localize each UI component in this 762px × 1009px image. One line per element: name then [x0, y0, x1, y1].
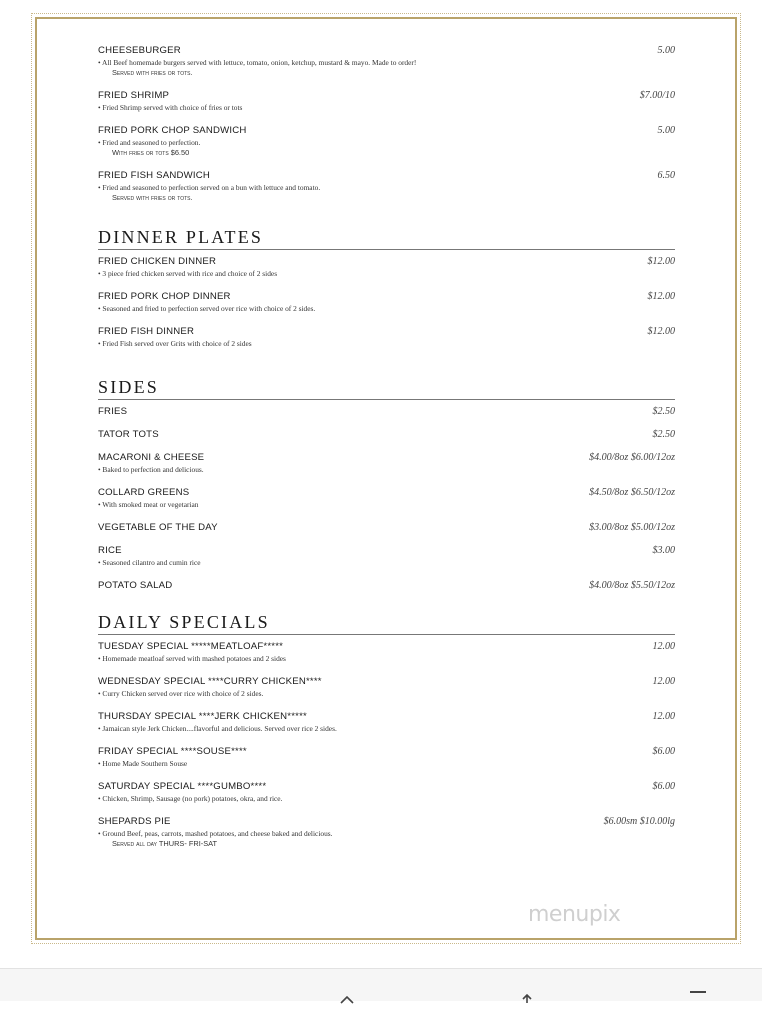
item-description: • Fried Fish served over Grits with choice of 2 sides	[98, 339, 252, 348]
item-description: • Jamaican style Jerk Chicken....flavorful and delicious. Served over rice 2 sides.	[98, 724, 337, 733]
item-description: • Fried and seasoned to perfection.	[98, 138, 201, 147]
menu-item	[98, 781, 675, 816]
item-name: FRIES	[98, 406, 128, 417]
menu-item	[98, 487, 675, 522]
menu-item	[98, 406, 675, 429]
item-name: FRIED PORK CHOP SANDWICH	[98, 125, 247, 136]
item-name: FRIED FISH DINNER	[98, 326, 195, 337]
item-name: FRIED PORK CHOP DINNER	[98, 291, 231, 302]
sandwich-list	[98, 45, 675, 226]
item-price: $6.00	[652, 781, 675, 792]
item-description: • 3 piece fried chicken served with rice and choice of 2 sides	[98, 269, 278, 278]
item-description: • Fried and seasoned to perfection served on a bun with lettuce and tomato.	[98, 183, 321, 192]
item-price: 12.00	[652, 676, 675, 687]
item-price: 5.00	[657, 45, 675, 56]
item-name: SHEPARDS PIE	[98, 816, 171, 827]
item-name: TUESDAY SPECIAL *****MEATLOAF*****	[98, 641, 284, 652]
item-description: • Home Made Southern Souse	[98, 759, 188, 768]
item-description: • With smoked meat or vegetarian	[98, 500, 199, 509]
item-description: • Ground Beef, peas, carrots, mashed potatoes, and cheese baked and delicious.	[98, 829, 333, 838]
menu-item	[98, 522, 675, 545]
item-price: $2.50	[652, 429, 675, 440]
menu-item	[98, 452, 675, 487]
item-description: • Curry Chicken served over rice with choice of 2 sides.	[98, 689, 264, 698]
item-description: • Seasoned and fried to perfection served over rice with choice of 2 sides.	[98, 304, 316, 313]
menu-item	[98, 170, 675, 226]
menu-item	[98, 429, 675, 452]
section-dinner-plates	[98, 226, 675, 376]
item-price: $4.00/8oz $5.50/12oz	[589, 580, 675, 591]
item-name: FRIED FISH SANDWICH	[98, 170, 210, 181]
menu-item	[98, 125, 675, 170]
item-description: • Fried Shrimp served with choice of fries or tots	[98, 103, 243, 112]
menu-item	[98, 90, 675, 125]
item-price: $7.00/10	[639, 90, 675, 101]
item-price: 6.50	[657, 170, 675, 181]
item-price: 12.00	[652, 641, 675, 652]
item-note: With fries or tots $6.50	[112, 148, 190, 157]
item-price: $12.00	[647, 291, 675, 302]
item-name: POTATO SALAD	[98, 580, 173, 591]
menu-item	[98, 580, 675, 611]
item-description: • Homemade meatloaf served with mashed potatoes and 2 sides	[98, 654, 286, 663]
menu-content	[98, 45, 675, 852]
item-name: MACARONI & CHEESE	[98, 452, 205, 463]
item-name: FRIED CHICKEN DINNER	[98, 256, 217, 267]
item-price: $4.00/8oz $6.00/12oz	[589, 452, 675, 463]
item-price: $12.00	[647, 256, 675, 267]
item-name: RICE	[98, 545, 122, 556]
item-name: VEGETABLE OF THE DAY	[98, 522, 218, 533]
menu-item	[98, 711, 675, 746]
item-note: Served with fries or tots.	[112, 68, 193, 77]
item-price: 5.00	[657, 125, 675, 136]
item-description: • Chicken, Shrimp, Sausage (no pork) potatoes, okra, and rice.	[98, 794, 283, 803]
section-sides	[98, 376, 675, 611]
item-note: Served with fries or tots.	[112, 193, 193, 202]
section-title: DINNER PLATES	[98, 226, 675, 250]
item-price: 12.00	[652, 711, 675, 722]
viewer-footer-bar	[0, 968, 762, 1001]
item-note: Served all day THURS- FRI-SAT	[112, 839, 218, 848]
item-price: $2.50	[652, 406, 675, 417]
item-name: THURSDAY SPECIAL ****JERK CHICKEN*****	[98, 711, 307, 722]
item-name: TATOR TOTS	[98, 429, 159, 440]
item-name: CHEESEBURGER	[98, 45, 181, 56]
menu-item	[98, 676, 675, 711]
menu-item	[98, 326, 675, 376]
section-title: SIDES	[98, 376, 675, 400]
item-name: COLLARD GREENS	[98, 487, 190, 498]
menu-item	[98, 641, 675, 676]
window-icon[interactable]	[690, 991, 706, 1003]
item-price: $3.00	[652, 545, 675, 556]
item-description: • Seasoned cilantro and cumin rice	[98, 558, 201, 567]
menu-item	[98, 256, 675, 291]
section-daily-specials	[98, 611, 675, 852]
menu-item	[98, 45, 675, 90]
menu-item	[98, 816, 675, 852]
item-price: $12.00	[647, 326, 675, 337]
menu-item	[98, 545, 675, 580]
item-name: WEDNESDAY SPECIAL ****CURRY CHICKEN****	[98, 676, 322, 687]
item-price: $3.00/8oz $5.00/12oz	[589, 522, 675, 533]
menu-item	[98, 746, 675, 781]
section-title: DAILY SPECIALS	[98, 611, 675, 635]
item-name: FRIED SHRIMP	[98, 90, 170, 101]
item-price: $4.50/8oz $6.50/12oz	[589, 487, 675, 498]
item-price: $6.00sm $10.00lg	[603, 816, 675, 827]
item-description: • Baked to perfection and delicious.	[98, 465, 204, 474]
item-name: FRIDAY SPECIAL ****SOUSE****	[98, 746, 247, 757]
item-price: $6.00	[652, 746, 675, 757]
menu-item	[98, 291, 675, 326]
item-description: • All Beef homemade burgers served with lettuce, tomato, onion, ketchup, mustard & mayo. Made to order!	[98, 58, 417, 67]
menupix-watermark: menupix	[528, 902, 621, 927]
item-name: SATURDAY SPECIAL ****GUMBO****	[98, 781, 267, 792]
